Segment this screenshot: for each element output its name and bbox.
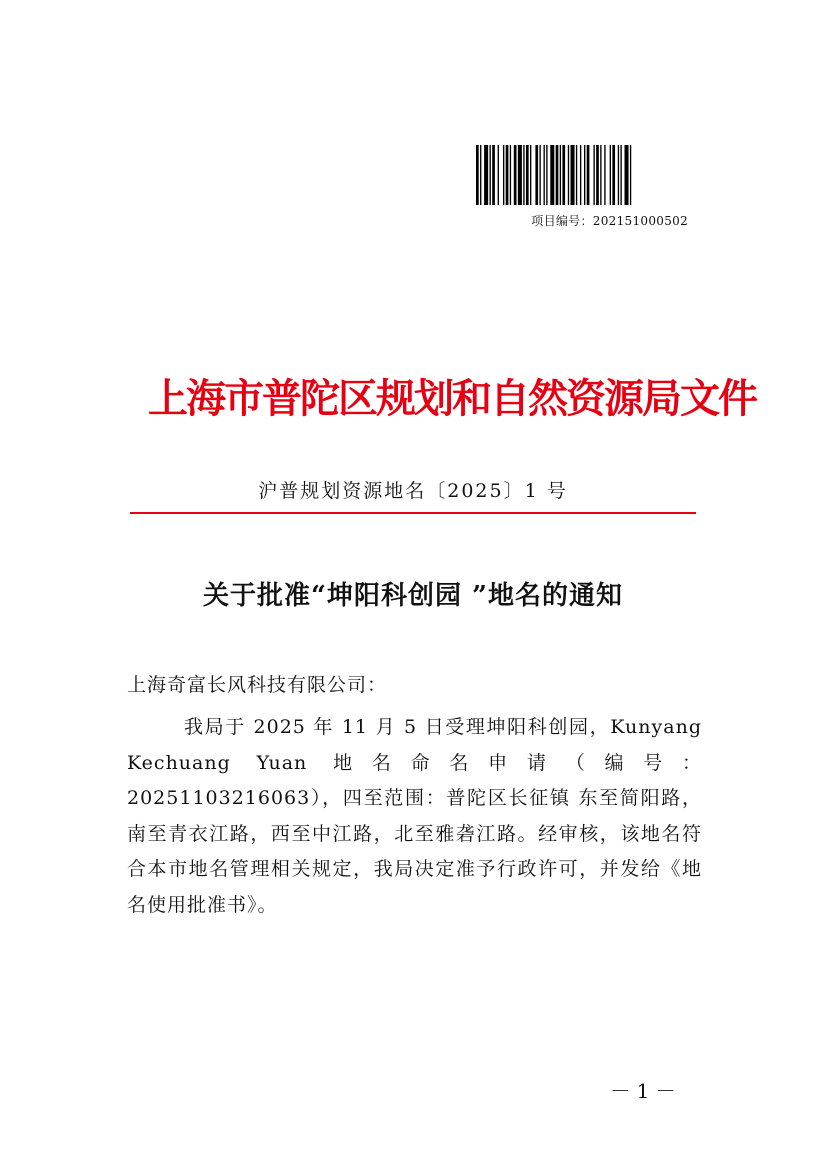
barcode-bar [544, 145, 545, 205]
barcode-bar [546, 145, 547, 205]
barcode-bar [596, 145, 599, 205]
barcode-bar [510, 145, 511, 205]
barcode-bar [600, 145, 601, 205]
barcode-bar [576, 145, 577, 205]
barcode-bar [620, 145, 621, 205]
red-divider-line [130, 512, 696, 514]
barcode-bar [498, 145, 499, 205]
barcode-bar [480, 145, 481, 205]
notice-body: 我局于 2025 年 11 月 5 日受理坤阳科创园，Kunyang Kechuang Yuan 地名命名申请（编号：20251103216063），四至范围：普陀区长征镇 东至简阳路，南至青衣江路，西至中江路，北至雅砻江路。经审核，该地名符合本市地名管理相关规定，我局决定准予行政许可，并发给《地名使用批准书》。 [127, 716, 702, 916]
barcode-bar [560, 145, 561, 205]
page-number: － 1 － [610, 1079, 676, 1103]
document-number: 沪普规划资源地名〔2025〕1 号 [258, 480, 568, 502]
barcode-bar [625, 145, 629, 205]
barcode-bar [630, 145, 631, 205]
issuer-header: 上海市普陀区规划和自然资源局文件 [148, 375, 756, 422]
barcode-bar [580, 145, 581, 205]
barcode-bar [584, 145, 585, 205]
barcode-bar [604, 145, 605, 205]
project-number: 项目编号：202151000502 [531, 214, 688, 228]
barcode-bar [593, 145, 594, 205]
barcode-bar [550, 145, 554, 205]
barcode-bar [490, 145, 491, 205]
barcode-bar [526, 145, 529, 205]
barcode-graphic [476, 145, 688, 205]
barcode-bar [503, 145, 504, 205]
barcode-bar [612, 145, 615, 205]
barcode-bar [568, 145, 569, 205]
recipient-line: 上海奇富长风科技有限公司： [127, 674, 388, 696]
barcode-bar [556, 145, 559, 205]
barcode-bar [539, 145, 540, 205]
barcode-bar [484, 145, 488, 205]
barcode-bar [514, 145, 517, 205]
barcode-bar [535, 145, 538, 205]
barcode-bar [618, 145, 619, 205]
notice-title: 关于批准“坤阳科创园 ”地名的通知 [203, 581, 623, 611]
barcode-bar [523, 145, 524, 205]
barcode-bar [518, 145, 522, 205]
barcode-bar [587, 145, 590, 205]
barcode-bar [571, 145, 575, 205]
barcode-bar [492, 145, 495, 205]
barcode-bar [506, 145, 509, 205]
barcode-bar [476, 145, 479, 205]
barcode [476, 145, 688, 205]
barcode-bar [610, 145, 611, 205]
barcode-bar [562, 145, 565, 205]
barcode-bar [530, 145, 531, 205]
